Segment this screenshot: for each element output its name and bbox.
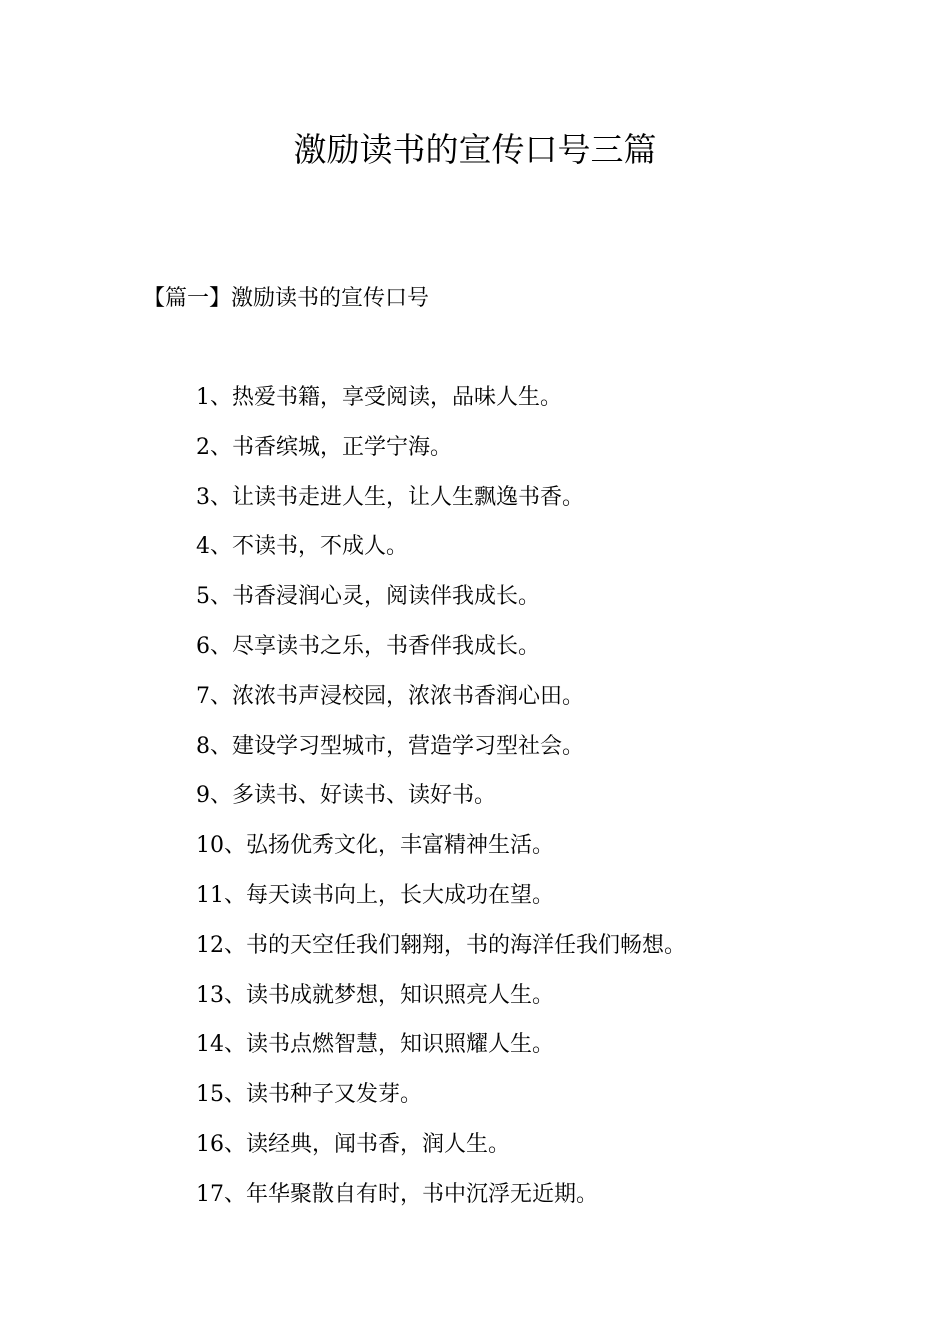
- slogan-item: 9、多读书、好读书、读好书。: [196, 783, 496, 809]
- slogan-item: 6、尽享读书之乐，书香伴我成长。: [196, 633, 540, 659]
- slogan-item: 15、读书种子又发芽。: [196, 1082, 422, 1108]
- slogan-item: 13、读书成就梦想，知识照亮人生。: [196, 982, 554, 1008]
- slogan-item: 11、每天读书向上，长大成功在望。: [196, 882, 554, 908]
- slogan-item: 3、让读书走进人生，让人生飘逸书香。: [196, 484, 584, 510]
- slogan-item: 7、浓浓书声浸校园，浓浓书香润心田。: [196, 683, 584, 709]
- slogan-item: 14、读书点燃智慧，知识照耀人生。: [196, 1032, 554, 1058]
- slogan-item: 16、读经典，闻书香，润人生。: [196, 1131, 510, 1157]
- document-title: 激励读书的宣传口号三篇: [293, 130, 657, 169]
- slogan-item: 17、年华聚散自有时，书中沉浮无近期。: [196, 1181, 598, 1207]
- slogan-item: 5、书香浸润心灵，阅读伴我成长。: [196, 584, 540, 610]
- slogan-item: 2、书香缤城，正学宁海。: [196, 434, 452, 460]
- slogan-list: [196, 381, 686, 1228]
- slogan-item: 4、不读书，不成人。: [196, 534, 408, 560]
- slogan-item: 12、书的天空任我们翱翔，书的海洋任我们畅想。: [196, 932, 686, 958]
- slogan-item: 1、热爱书籍，享受阅读，品味人生。: [196, 385, 562, 410]
- section-heading: 【篇一】激励读书的宣传口号: [143, 286, 430, 311]
- slogan-item: 8、建设学习型城市，营造学习型社会。: [196, 733, 584, 759]
- slogan-item: 10、弘扬优秀文化，丰富精神生活。: [196, 833, 554, 859]
